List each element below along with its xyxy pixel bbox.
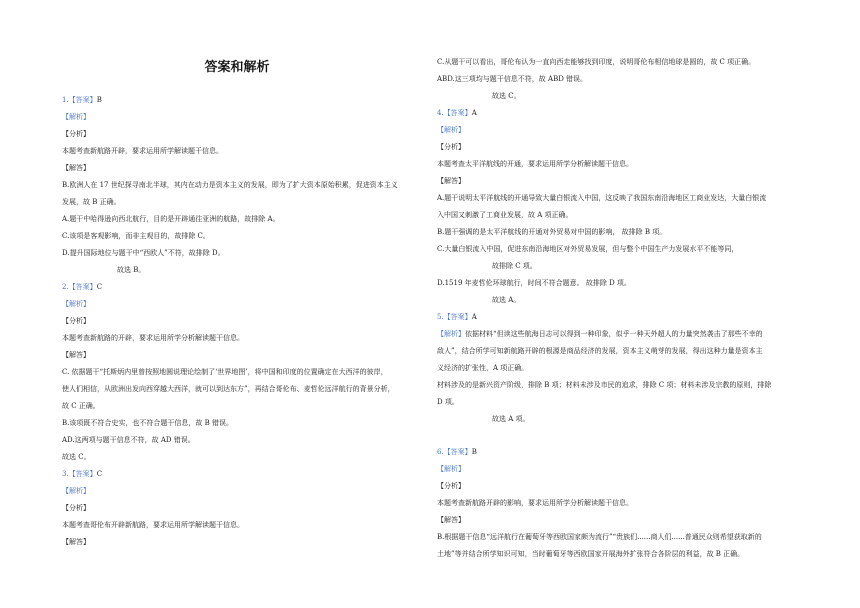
text-line [62,521,244,530]
text-line [437,465,465,474]
text-line [437,126,465,135]
text-line [62,385,395,394]
text-segment: 故选 A。 [492,296,521,304]
text-segment: 义经济的扩张性，A 项正确。 [437,364,529,372]
text-line [437,177,465,186]
text-line [62,283,102,292]
text-line [437,364,528,373]
text-line [437,143,465,152]
answer-label: 【解析】 [62,487,90,495]
text-segment: B.题干强调的是太平洋航线的开通对外贸易对中国的影响， 故排除 B 项。 [437,228,667,236]
text-line [62,232,210,241]
text-line [437,499,633,508]
text-line [62,198,121,207]
text-line [437,482,465,491]
text-line [62,130,90,139]
text-line [62,368,388,377]
text-segment: 本题考查新航路开辟，要求运用所学解读题干信息。 [62,147,223,155]
text-line [437,279,631,288]
text-line [437,228,666,237]
text-line [437,330,763,339]
text-line [62,453,91,462]
text-segment: A [471,313,477,321]
text-line [62,113,90,122]
text-segment: C. 依据题干“托斯炳内里曾按照地圆说理论绘制了‘世界地图’，将中国和印度的位置确定在大西洋的彼岸， [62,368,388,376]
text-segment: ABD.这三项均与题干信息不符，故 ABD 错误。 [437,75,588,83]
text-segment: 【解答】 [62,538,90,546]
text-segment: D.1519 年麦哲伦环球航行，时间不符合题意。 故排除 D 项。 [437,279,631,287]
text-segment: 故选 C。 [62,453,91,461]
text-segment: 【解答】 [62,164,90,172]
text-segment: 故选 A 项。 [492,415,530,423]
text-segment: 入中国又刺激了工商业发展，故 A 项正确。 [437,211,573,219]
text-line [437,398,459,407]
text-segment: B [471,448,477,456]
answer-label: 【解析】 [437,126,465,134]
text-line [62,538,90,547]
text-line [437,296,520,305]
text-segment: A.题干中哈得逊向西北航行，目的是开辟通往亚洲的航路，故排除 A。 [62,215,280,223]
answer-label: 【解析】 [437,330,465,338]
answer-label: 5.【答案】 [437,313,472,321]
text-line [437,160,633,169]
text-line [437,211,573,220]
text-segment: 本题考查新航路的开辟，要求运用所学分析解读题干信息。 [62,334,244,342]
text-segment: 本题考查太平洋航线的开通，要求运用所学分析解读题干信息。 [437,160,633,168]
text-line [437,347,763,356]
text-segment: C.该项是客观影响，而非主观目的，故排除 C。 [62,232,210,240]
text-segment: 故选 C。 [492,92,521,100]
text-segment: 【分析】 [62,504,90,512]
text-segment: 【分析】 [62,317,90,325]
text-segment: B.该项既不符合史实，也不符合题干信息，故 B 错误。 [62,419,233,427]
text-line [62,300,90,309]
text-segment: 【分析】 [437,143,465,151]
text-line [437,194,766,203]
text-segment: 敌人”，结合所学可知新航路开辟的根源是商品经济的发展，资本主义萌芽的发展，得出这种力量是资本主 [437,347,763,355]
text-line [62,351,90,360]
text-segment: 【解答】 [437,177,465,185]
text-line [62,215,280,224]
text-line [62,317,90,326]
text-segment: C.从题干可以看出，哥伦布认为一直向西走能够找到印度，说明哥伦布相信地球是圆的，故 C 项正确。 [437,58,756,66]
text-line [62,470,102,479]
text-line [437,92,521,101]
text-line [62,436,195,445]
text-segment: 依据材料“但读这些航海日志可以得到一种印象，似乎一种天外超人的力量突然袭击了那些不幸的 [465,330,763,338]
text-segment: C [96,283,103,291]
answer-label: 6.【答案】 [437,448,472,456]
text-line [437,550,744,559]
text-segment: D 项。 [437,398,459,406]
answer-label: 3.【答案】 [62,470,97,478]
text-segment: C.大量白银流入中国，促进东南沿海地区对外贸易发展，但与整个中国生产力发展水平不能等同， [437,245,739,253]
answer-label: 【解析】 [62,113,90,121]
text-segment: AD.这两项与题干信息不符，故 AD 错误。 [62,436,195,444]
text-line [62,402,100,411]
text-line [62,96,102,105]
text-segment: C [96,470,103,478]
answer-label: 1.【答案】 [62,96,97,104]
text-segment: B [96,96,102,104]
text-line [437,533,762,542]
text-segment: 故排除 C 项。 [492,262,537,270]
text-segment: 故 C 正确。 [62,402,100,410]
text-segment: 【分析】 [62,130,90,138]
text-segment: D.提升国际地位与题干中“西欧人”不符，故排除 D。 [62,249,225,257]
text-segment: 使人们相信，从欧洲出发向西穿越大西洋，就可以到达东方”，再结合哥伦布、麦哲伦远洋航行的背景分析， [62,385,395,393]
text-line [437,415,530,424]
text-line [437,109,477,118]
answer-label: 2.【答案】 [62,283,97,291]
text-line [62,147,223,156]
text-line [437,245,738,254]
text-segment: A.题干说明太平洋航线的开通导致大量白银流入中国，这反映了我国东南沿海地区工商业发达，大量白银流 [437,194,767,202]
text-segment: 材料涉及的是新兴资产阶级，排除 B 项；材料未涉及市民的追求，排除 C 项；材料未涉及宗教的原则，排除 [437,381,772,389]
text-segment: A [471,109,477,117]
text-line [62,419,233,428]
text-line [62,334,244,343]
text-segment: 故选 B。 [117,266,146,274]
text-line [62,504,90,513]
text-line [437,75,587,84]
text-line [437,313,477,322]
answer-label: 【解析】 [437,465,465,473]
text-line [437,262,537,271]
text-line [62,266,145,275]
text-line [437,381,771,390]
text-segment: 发展，故 B 正确。 [62,198,121,206]
text-line [62,487,90,496]
text-segment: 本题考查新航路开辟的影响，要求运用所学分析解读题干信息。 [437,499,633,507]
text-segment: 【分析】 [437,482,465,490]
text-line [62,181,398,190]
text-line [437,58,755,67]
text-segment: B.根据题干信息“远洋航行在葡萄牙等西欧国家颇为流行”“贵族们......商人们......普通民众则希望获取新的 [437,533,762,541]
text-line [437,448,477,457]
text-line [62,164,90,173]
text-line [437,516,465,525]
answer-label: 4.【答案】 [437,109,472,117]
answer-label: 【解析】 [62,300,90,308]
text-segment: 【解答】 [437,516,465,524]
text-line [62,249,225,258]
text-segment: B.欧洲人在 17 世纪探寻南北半球，其内在动力是资本主义的发展，即为了扩大资本原始积累，促进资本主义 [62,181,398,189]
text-segment: 土地”等并结合所学知识可知，当时葡萄牙等西欧国家开展海外扩张符合各阶层的利益，故 B 正确。 [437,550,745,558]
text-segment: 本题考查哥伦布开辟新航路，要求运用所学解读题干信息。 [62,521,244,529]
document-title: 答案和解析 [204,60,270,75]
text-segment: 【解答】 [62,351,90,359]
